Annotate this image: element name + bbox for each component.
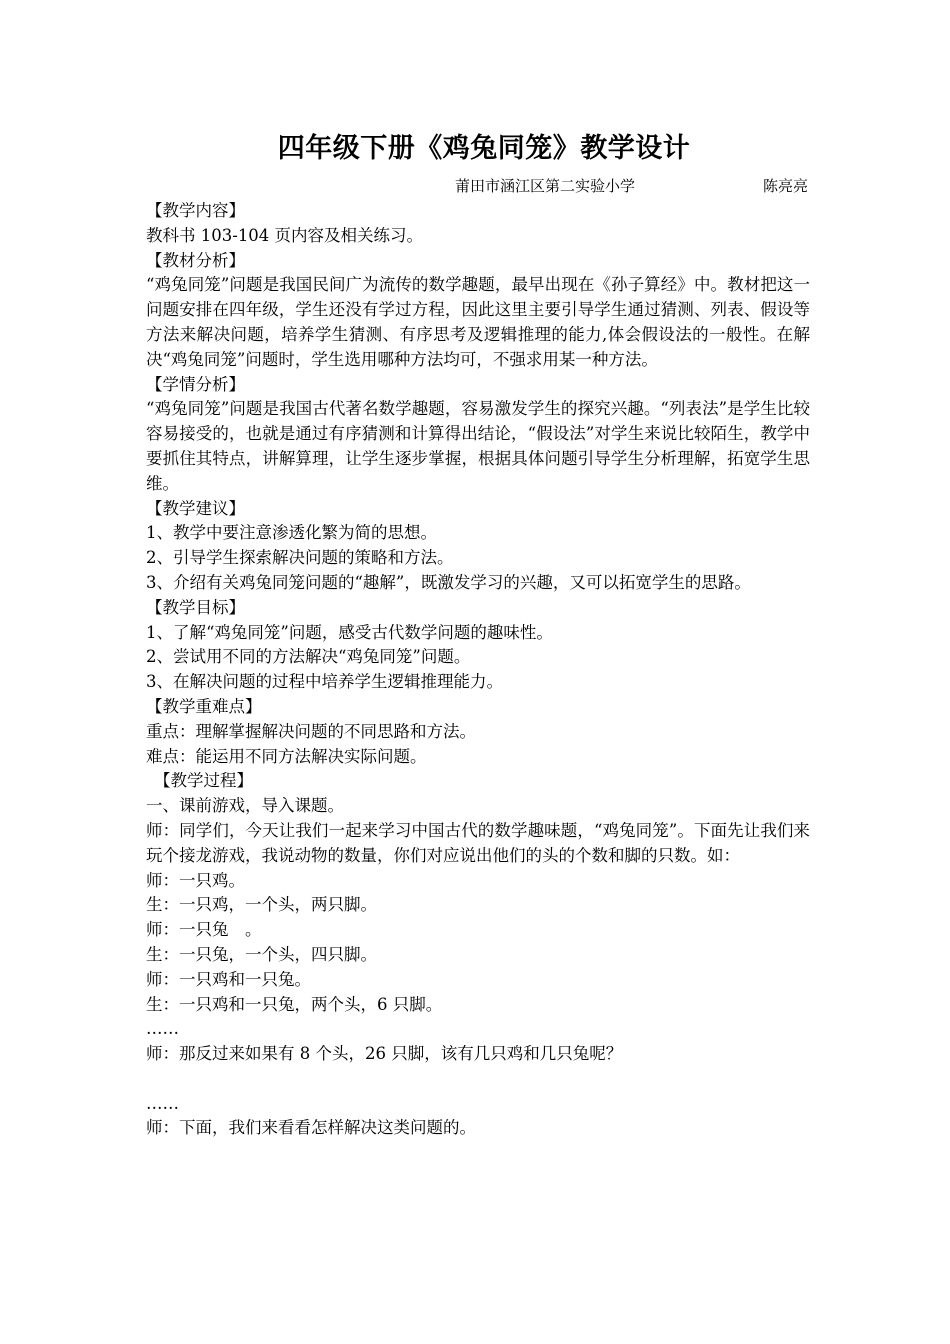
dialogue-line: 师：一只兔 。	[146, 920, 262, 940]
byline	[146, 174, 810, 199]
section-heading-advice: 【教学建议】	[146, 498, 245, 518]
author-name: 陈亮亮	[762, 177, 808, 195]
process-step: 一、课前游戏，导入课题。	[146, 796, 344, 816]
section-heading-students: 【学情分析】	[146, 374, 245, 394]
ellipsis: ……	[146, 1019, 179, 1039]
document-body	[146, 124, 810, 1141]
section-heading-process: 【教学过程】	[154, 771, 253, 791]
students-analysis-text: “鸡兔同笼”问题是我国古代著名数学趣题，容易激发学生的探究兴趣。“列表法”是学生比较容易接受的，也就是通过有序猜测和计算得出结论，“假设法”对学生来说比较陌生，教学中要抓住其特点，讲解算理，让学生逐步掌握，根据具体问题引导学生分析理解，拓宽学生思维。	[146, 399, 810, 493]
goal-item: 2、尝试用不同的方法解决“鸡兔同笼”问题。	[146, 647, 471, 667]
dialogue-line: 生：一只兔，一个头，四只脚。	[146, 944, 377, 964]
section-heading-material: 【教材分析】	[146, 250, 245, 270]
school-name: 莆田市涵江区第二实验小学	[455, 177, 636, 195]
section-heading-content: 【教学内容】	[146, 201, 245, 220]
key-point: 重点：理解掌握解决问题的不同思路和方法。	[146, 721, 476, 741]
dialogue-line: 师：一只鸡。	[146, 870, 245, 890]
teacher-question: 师：那反过来如果有 8 个头，26 只脚，该有几只鸡和几只兔呢？	[146, 1044, 623, 1064]
content-text: 教科书 103-104 页内容及相关练习。	[146, 225, 424, 245]
advice-item: 3、介绍有关鸡兔同笼问题的“趣解”，既激发学习的兴趣，又可以拓宽学生的思路。	[146, 572, 751, 592]
blank-line	[146, 1067, 810, 1092]
page-title: 四年级下册《鸡兔同笼》教学设计	[277, 133, 691, 164]
teacher-closing: 师：下面，我们来看看怎样解决这类问题的。	[146, 1118, 476, 1138]
difficult-point: 难点：能运用不同方法解决实际问题。	[146, 746, 427, 766]
ellipsis: ……	[146, 1093, 179, 1113]
dialogue-line: 生：一只鸡，一个头，两只脚。	[146, 895, 377, 915]
dialogue-line: 生：一只鸡和一只兔，两个头，6 只脚。	[146, 994, 443, 1014]
teacher-intro: 师：同学们，今天让我们一起来学习中国古代的数学趣味题，“鸡兔同笼”。下面先让我们来玩个接龙游戏，我说动物的数量，你们对应说出他们的头的个数和脚的只数。如：	[146, 820, 810, 865]
goal-item: 1、了解“鸡兔同笼”问题，感受古代数学问题的趣味性。	[146, 622, 553, 642]
goal-item: 3、在解决问题的过程中培养学生逻辑推理能力。	[146, 672, 503, 692]
advice-item: 2、引导学生探索解决问题的策略和方法。	[146, 548, 454, 568]
advice-item: 1、教学中要注意渗透化繁为简的思想。	[146, 523, 437, 543]
section-heading-key-points: 【教学重难点】	[146, 696, 262, 716]
material-analysis-text: “鸡兔同笼”问题是我国民间广为流传的数学趣题，最早出现在《孙子算经》中。教材把这一问题安排在四年级，学生还没有学过方程，因此这里主要引导学生通过猜测、列表、假设等方法来解决问题，培养学生猜测、有序思考及逻辑推理的能力,体会假设法的一般性。在解决“鸡兔同笼”问题时，学生选用哪种方法均可，不强求用某一种方法。	[146, 275, 810, 369]
section-heading-goals: 【教学目标】	[146, 597, 245, 617]
dialogue-line: 师：一只鸡和一只兔。	[146, 969, 311, 989]
